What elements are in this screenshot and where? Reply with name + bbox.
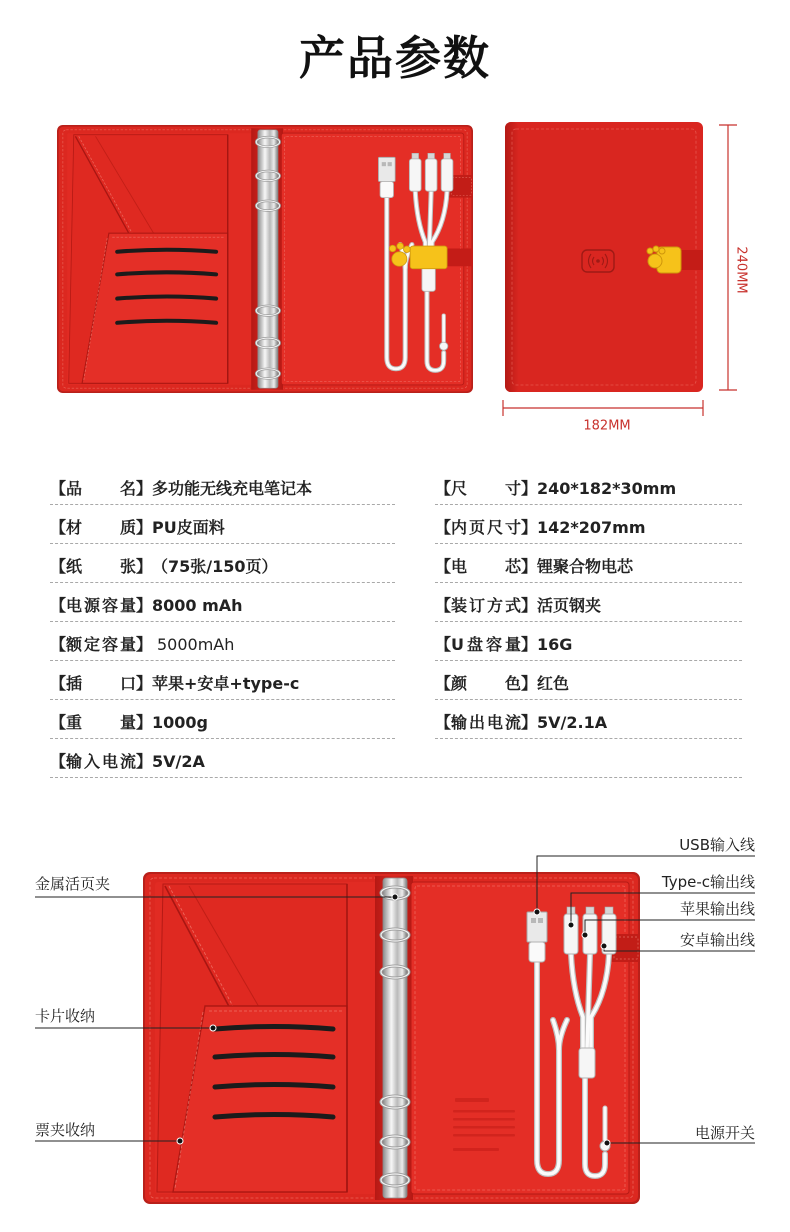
spec-row <box>50 583 395 622</box>
spec-row <box>435 661 742 700</box>
spec-value: PU皮面料 <box>152 518 225 537</box>
spec-row <box>50 544 395 583</box>
spec-value: 5V/2.1A <box>537 713 608 732</box>
spec-row <box>435 544 742 583</box>
spec-label: 内页尺寸 <box>451 518 521 537</box>
spec-label: 电源容量 <box>66 596 136 615</box>
spec-label: 重量 <box>66 713 136 732</box>
spec-value: 锂聚合物电芯 <box>537 557 634 576</box>
bracket-open: 【 <box>435 635 452 654</box>
bracket-open: 【 <box>50 518 67 537</box>
callout-card-storage: 卡片收纳 <box>35 1007 96 1025</box>
width-dimension-label: 182MM <box>583 418 631 434</box>
spec-value: 多功能无线充电笔记本 <box>152 479 313 498</box>
bracket-open: 【 <box>50 752 67 771</box>
open-notebook-drawing <box>143 872 640 1204</box>
spec-label: 材质 <box>66 518 136 537</box>
bracket-close: 】 <box>521 479 538 498</box>
spec-row <box>50 700 395 739</box>
spec-row <box>50 739 742 778</box>
callout-apple-output: 苹果输出线 <box>679 900 755 918</box>
bracket-close: 】 <box>521 674 538 693</box>
bracket-close: 】 <box>136 479 153 498</box>
callout-power-switch: 电源开关 <box>694 1124 755 1142</box>
spec-row <box>435 583 742 622</box>
dimension-width <box>503 400 703 416</box>
spec-row <box>50 622 395 661</box>
bracket-open: 【 <box>50 479 67 498</box>
spec-label: 输出电流 <box>451 713 521 732</box>
bracket-open: 【 <box>50 674 67 693</box>
spec-value: 240*182*30mm <box>537 479 677 498</box>
dimension-height <box>719 125 737 390</box>
callout-usb-input: USB输入线 <box>679 836 755 854</box>
bracket-close: 】 <box>136 635 153 654</box>
spec-column-left <box>50 466 395 778</box>
spec-label: 插口 <box>66 674 136 693</box>
spec-label: 装订方式 <box>451 596 521 615</box>
bracket-open: 【 <box>435 596 452 615</box>
spec-row <box>435 505 742 544</box>
bracket-close: 】 <box>521 596 538 615</box>
spec-row <box>435 466 742 505</box>
callout-metal-binder: 金属活页夹 <box>35 875 111 893</box>
bracket-open: 【 <box>435 518 452 537</box>
bracket-close: 】 <box>521 635 538 654</box>
bracket-close: 】 <box>521 557 538 576</box>
bracket-open: 【 <box>50 635 67 654</box>
bracket-close: 】 <box>521 518 538 537</box>
spec-row <box>50 661 395 700</box>
bracket-open: 【 <box>50 596 67 615</box>
spec-label: 输入电流 <box>66 752 136 771</box>
spec-value: 1000g <box>152 713 208 732</box>
spec-row <box>435 622 742 661</box>
bracket-close: 】 <box>136 518 153 537</box>
spec-value: 8000 mAh <box>152 596 243 615</box>
bracket-open: 【 <box>435 557 452 576</box>
spec-label: U盘容量 <box>451 635 521 654</box>
spec-value: （75张/150页） <box>152 557 278 576</box>
spec-row <box>435 700 742 739</box>
spec-value: 16G <box>537 635 573 654</box>
annotated-notebook-photo <box>143 872 640 1204</box>
spec-label: 额定容量 <box>66 635 136 654</box>
spec-label: 尺寸 <box>451 479 521 498</box>
bracket-open: 【 <box>435 674 452 693</box>
bracket-open: 【 <box>435 479 452 498</box>
spec-label: 颜色 <box>451 674 521 693</box>
spec-label: 纸张 <box>66 557 136 576</box>
spec-value: 5000mAh <box>157 635 235 654</box>
spec-label: 品名 <box>66 479 136 498</box>
callout-ticket-storage: 票夹收纳 <box>35 1121 96 1139</box>
bracket-close: 】 <box>136 674 153 693</box>
bracket-close: 】 <box>521 713 538 732</box>
bracket-close: 】 <box>136 557 153 576</box>
bracket-close: 】 <box>136 713 153 732</box>
callout-android-output: 安卓输出线 <box>679 931 755 949</box>
bracket-close: 】 <box>136 596 153 615</box>
spec-label: 电芯 <box>451 557 521 576</box>
closed-notebook-photo <box>505 122 703 392</box>
spec-value: 红色 <box>537 674 570 693</box>
spec-column-right <box>435 466 742 739</box>
open-notebook-photo <box>57 125 473 393</box>
spec-value: 活页钢夹 <box>537 596 602 615</box>
spec-row <box>50 466 395 505</box>
spec-row <box>50 505 395 544</box>
spec-value: 5V/2A <box>152 752 205 771</box>
spec-value: 142*207mm <box>537 518 646 537</box>
bracket-open: 【 <box>50 713 67 732</box>
bracket-close: 】 <box>136 752 153 771</box>
callout-typec-output: Type-c输出线 <box>661 873 755 891</box>
height-dimension-label: 240MM <box>733 246 749 294</box>
page-title: 产品参数 <box>299 31 491 85</box>
spec-value: 苹果+安卓+type-c <box>152 674 300 693</box>
bracket-open: 【 <box>435 713 452 732</box>
bracket-open: 【 <box>50 557 67 576</box>
